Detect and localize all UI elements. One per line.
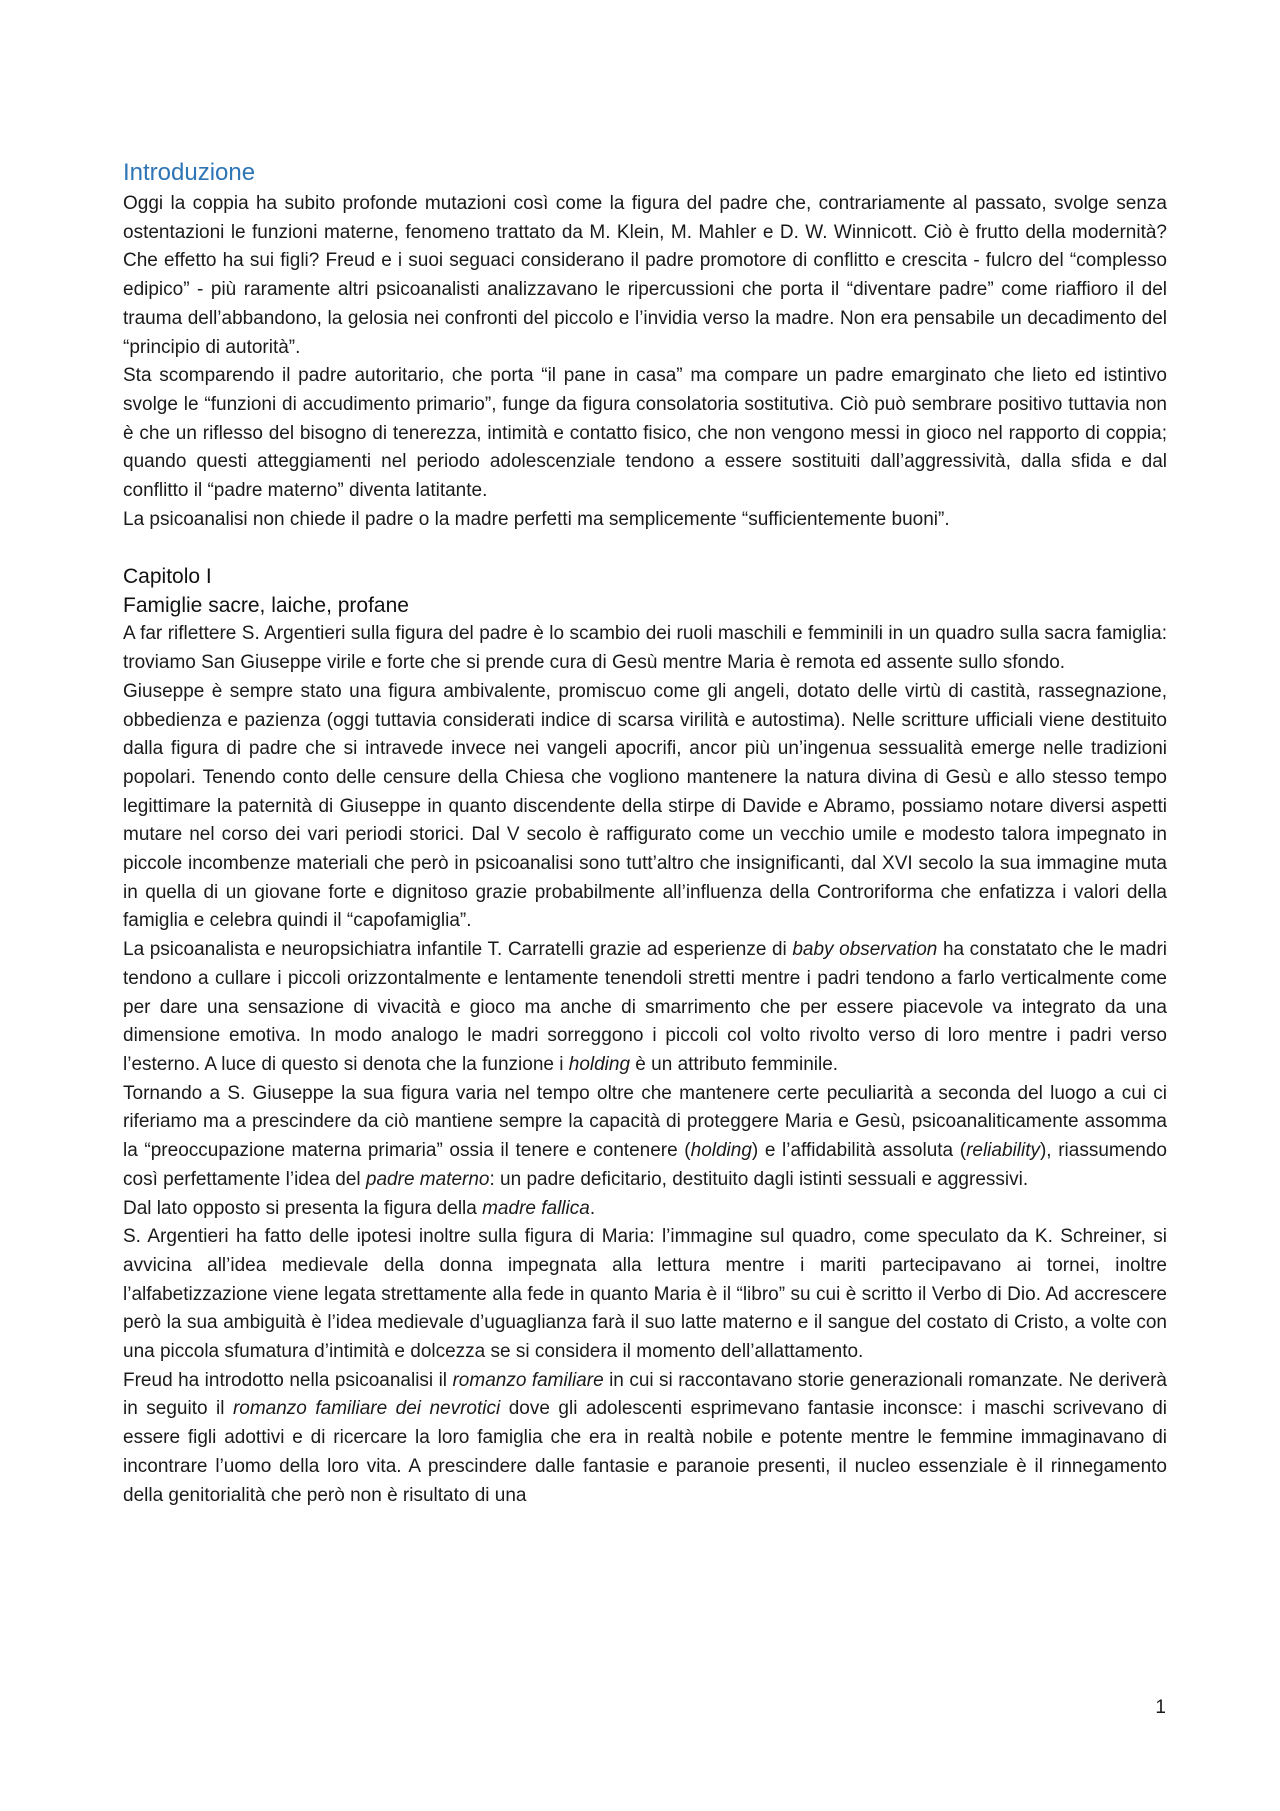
chapter-label: Capitolo I — [123, 565, 212, 589]
text-run: ) e l’affidabilità assoluta ( — [751, 1140, 967, 1162]
text-run: : un padre deficitario, destituito dagli istinti sessuali e aggressivi. — [489, 1168, 1029, 1190]
text-run: ), riassumendo così perfettamente l’idea del — [123, 1140, 1167, 1190]
italic-term: romanzo familiare dei nevrotici — [232, 1398, 501, 1420]
introduction-paragraph: La psicoanalisi non chiede il padre o la madre perfetti ma semplicemente “sufficientemente buoni”. — [123, 508, 950, 530]
italic-term: romanzo familiare — [452, 1369, 604, 1391]
chapter-paragraph — [123, 936, 1167, 1080]
italic-term: padre materno — [365, 1168, 490, 1190]
introduction-paragraph: Oggi la coppia ha subito profonde mutazioni così come la figura del padre che, contrariamente al passato, svolge senza ostentazioni le funzioni materne, fenomeno trattato da M. Klein, M. Mahler e D. W. Winnicott. Ciò è frutto della modernità? Che effetto ha sui figli? Freud e i suoi seguaci considerano il padre promotore di conflitto e crescita - fulcro del “complesso edipico” - più raramente altri psicoanalisti analizzavano le ripercussioni che porta il “diventare padre” come riaffioro il del trauma dell’abbandono, la gelosia nei confronti del piccolo e l’invidia verso la madre. Non era pensabile un decadimento del “principio di autorità”. — [123, 193, 1167, 358]
italic-term: holding — [690, 1140, 752, 1162]
italic-term: reliability — [966, 1140, 1040, 1162]
chapter-title: Famiglie sacre, laiche, profane — [123, 594, 409, 618]
page-content — [123, 158, 1167, 1510]
chapter-paragraph — [123, 1080, 1167, 1195]
italic-term: holding — [568, 1053, 631, 1075]
text-run: ha constatato che le madri tendono a cullare i piccoli orizzontalmente e lentamente tenendoli stretti mentre i padri tendono a farlo verticalmente come per dare una sensazione di vivacità e gioco ma anche di smarrimento che per essere piacevole va integrato da una dimensione emotiva. In modo analogo le madri sorreggono i piccoli col volto rivolto verso di loro mentre i padri verso l’esterno. A luce di questo si denota che la funzione i — [123, 939, 1167, 1075]
chapter-paragraph: S. Argentieri ha fatto delle ipotesi inoltre sulla figura di Maria: l’immagine sul quadro, come speculato da K. Schreiner, si avvicina all’idea medievale della donna impegnata alla lettura mentre i mariti partecipavano ai tornei, inoltre l’alfabetizzazione viene legata strettamente alla fede in quanto Maria è il “libro” su cui è scritto il Verbo di Dio. Ad accrescere però la sua ambiguità è l’idea medievale d’uguaglianza farà il suo latte materno e il sangue del costato di Cristo, a volte con una piccola sfumatura d’intimità e dolcezza se si considera il momento dell’allattamento. — [123, 1226, 1167, 1363]
italic-term: madre fallica — [482, 1197, 590, 1219]
chapter-paragraph — [123, 1367, 1167, 1511]
text-run: dove gli adolescenti esprimevano fantasie inconsce: i maschi scrivevano di essere figli adottivi e di ricercare la loro famiglia che era in realtà nobile e potente mentre le femmine immaginavano di incontrare l’uomo della loro vita. A prescindere dalle fantasie e paranoie presenti, il nucleo essenziale è il rinnegamento della genitorialità che però non è risultato di una — [123, 1398, 1167, 1506]
text-run: Tornando a S. Giuseppe la sua figura varia nel tempo oltre che mantenere certe peculiarità a seconda del luogo a cui ci riferiamo ma a prescindere da ciò mantiene sempre la capacità di proteggere Maria e Gesù, psicoanaliticamente assomma la “preoccupazione materna primaria” ossia il tenere e contenere ( — [123, 1082, 1167, 1162]
text-run: in cui si raccontavano storie generazionali romanzate. Ne deriverà in seguito il — [123, 1369, 1167, 1420]
introduction-heading: Introduzione — [123, 159, 256, 186]
introduction-paragraph: Sta scomparendo il padre autoritario, che porta “il pane in casa” ma compare un padre emarginato che lieto ed istintivo svolge le “funzioni di accudimento primario”, funge da figura consolatoria sostitutiva. Ciò può sembrare positivo tuttavia non è che un riflesso del bisogno di tenerezza, intimità e contatto fisico, che non vengono messi in gioco nel rapporto di coppia; quando questi atteggiamenti nel periodo adolescenziale tendono a essere sostituiti dall’aggressività, dalla sfida e dal conflitto il “padre materno” diventa latitante. — [123, 365, 1167, 502]
page-number: 1 — [1155, 1697, 1166, 1718]
section-spacer — [123, 534, 1167, 562]
text-run: . — [589, 1197, 596, 1219]
chapter-paragraph: Giuseppe è sempre stato una figura ambivalente, promiscuo come gli angeli, dotato delle virtù di castità, rassegnazione, obbedienza e pazienza (oggi tuttavia considerati indice di scarsa virilità e autostima). Nelle scritture ufficiali viene destituito dalla figura di padre che si intravede invece nei vangeli apocrifi, ancor più un’ingenua sessualità emerge nelle tradizioni popolari. Tenendo conto delle censure della Chiesa che vogliono mantenere la natura divina di Gesù e allo stesso tempo legittimare la paternità di Giuseppe in quanto discendente della stirpe di Davide e Abramo, possiamo notare diversi aspetti mutare nel corso dei vari periodi storici. Dal V secolo è raffigurato come un vecchio umile e modesto talora impegnato in piccole incombenze materiali che però in psicoanalisi sono tutt’altro che insignificanti, dal XVI secolo la sua immagine muta in quella di un giovane forte e dignitoso grazie probabilmente all’influenza della Controriforma che enfatizza i valori della famiglia e celebra quindi il “capofamiglia”. — [123, 680, 1167, 932]
italic-term: baby observation — [792, 939, 938, 961]
text-run: La psicoanalista e neuropsichiatra infantile T. Carratelli grazie ad esperienze di — [123, 939, 793, 961]
text-run: Dal lato opposto si presenta la figura della — [123, 1197, 483, 1219]
chapter-paragraph: A far riflettere S. Argentieri sulla figura del padre è lo scambio dei ruoli maschili e femminili in un quadro sulla sacra famiglia: troviamo San Giuseppe virile e forte che si prende cura di Gesù mentre Maria è remota ed assente sullo sfondo. — [123, 623, 1167, 674]
chapter-paragraph — [123, 1195, 1167, 1224]
text-run: Freud ha introdotto nella psicoanalisi il — [123, 1369, 453, 1391]
text-run: è un attributo femminile. — [630, 1053, 839, 1075]
